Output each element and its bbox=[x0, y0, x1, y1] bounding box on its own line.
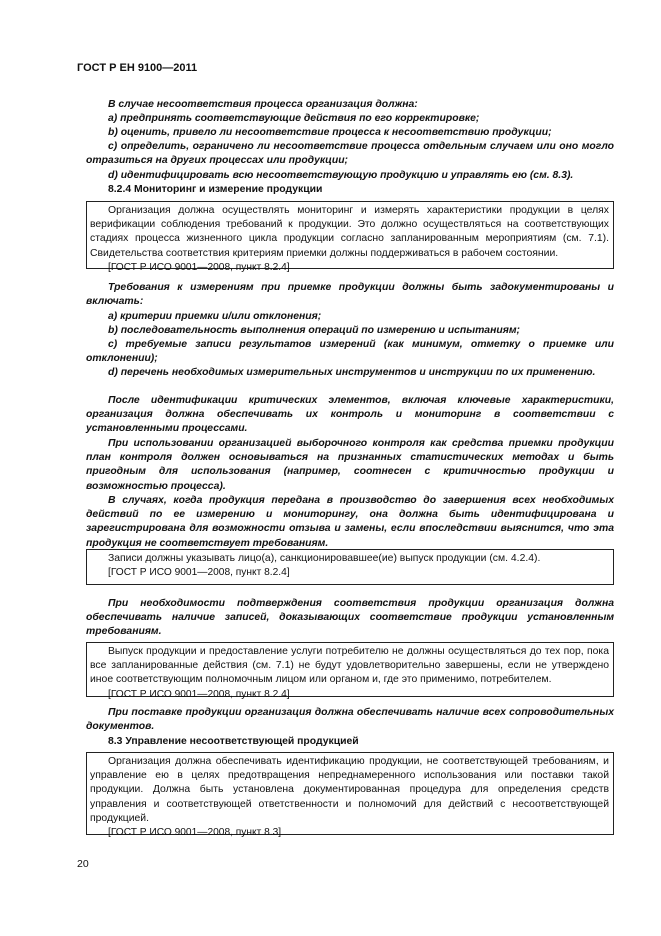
section-heading-8-2-4: 8.2.4 Мониторинг и измерение продукции bbox=[108, 184, 323, 195]
list-item-d: d) идентифицировать всю несоответствующую продукцию и управлять ею (см. 8.3). bbox=[108, 170, 574, 181]
quote-text: Выпуск продукции и предоставление услуги потребителю не должны осуществляться до тех пор, пока все запланированные действия (см. 7.1) не будут удовлетворительно завершены, если не утверждено иное соответствующим полномочным лицом или органом и, где это применимо, потребителем. bbox=[90, 646, 609, 686]
paragraph-delivery: При поставке продукции организация должна обеспечивать наличие всех сопроводительных документов. bbox=[86, 707, 614, 733]
document-header: ГОСТ Р ЕН 9100—2011 bbox=[77, 62, 198, 74]
paragraph-sampling: При использовании организацией выборочного контроля как средства приемки продукции план контроля должен основываться на признанных статистических методах и быть пригодным для использования (например, соотнесен с критичностью продукции и возможностью процесса). bbox=[86, 438, 614, 492]
list-item-d: d) перечень необходимых измерительных инструментов и инструкции по их применению. bbox=[108, 367, 596, 378]
page-number: 20 bbox=[77, 858, 89, 870]
paragraph-records: При необходимости подтверждения соответствия продукции организация должна обеспечивать наличие записей, доказывающих соответствие продукции установленным требованиям. bbox=[86, 598, 614, 638]
paragraph-intro: В случае несоответствия процесса организация должна: bbox=[108, 99, 418, 110]
paragraph-critical-items: После идентификации критических элементов, включая ключевые характеристики, организация должна обеспечивать их контроль и мониторинг в соответствии с установленными процессами. bbox=[86, 395, 614, 435]
quote-box-3 bbox=[86, 642, 614, 700]
quote-box-2 bbox=[86, 549, 614, 585]
list-item-b: b) последовательность выполнения операций по измерению и испытаниям; bbox=[108, 325, 520, 336]
list-item-a: a) критерии приемки и/или отклонения; bbox=[108, 311, 322, 322]
quote-text: Организация должна осуществлять мониторинг и измерять характеристики продукции в целях верификации соблюдения требований к продукции. Это должно осуществляться на соответствующих стадиях процесса жизненного цикла продукции согласно запланированным мероприятиям (см. 7.1). Свидетельства соответствия критериям приемки должны поддерживаться в рабочем состоянии. bbox=[90, 205, 609, 259]
quote-reference: [ГОСТ Р ИСО 9001—2008, пункт 8.2.4] bbox=[108, 261, 290, 273]
list-item-c: c) определить, ограничено ли несоответствие процесса отдельным случаем или оно могло отразиться на других процессах или продукции; bbox=[86, 141, 614, 167]
quote-reference: [ГОСТ Р ИСО 9001—2008, пункт 8.3] bbox=[108, 827, 282, 839]
paragraph-release: В случаях, когда продукция передана в производство до завершения всех необходимых действий по ее измерению и мониторингу, она должна быть идентифицирована и зарегистрирована для возможности отзыва и замены, если впоследствии выяснится, что эта продукция не соответствует требованиям. bbox=[86, 495, 614, 549]
section-heading-8-3: 8.3 Управление несоответствующей продукцией bbox=[108, 736, 359, 747]
quote-text: Записи должны указывать лицо(а), санкционировавшее(ие) выпуск продукции (см. 4.2.4). bbox=[108, 553, 541, 564]
paragraph-requirements: Требования к измерениям при приемке продукции должны быть задокументированы и включать: bbox=[86, 282, 614, 308]
list-item-b: b) оценить, привело ли несоответствие процесса к несоответствию продукции; bbox=[108, 127, 552, 138]
list-item-c: c) требуемые записи результатов измерений (как минимум, отметку о приемке или отклонении); bbox=[86, 339, 614, 365]
quote-box-4 bbox=[86, 752, 614, 839]
quote-box-1 bbox=[86, 201, 614, 273]
quote-text: Организация должна обеспечивать идентификацию продукции, не соответствующей требованиям, и управление ею в целях предотвращения непреднамеренного использования или поставки такой продукции. Должна быть установлена документированная процедура для определения средств управления и соответствующей ответственности и полномочий для действий с несоответствующей продукцией. bbox=[90, 756, 609, 824]
quote-reference: [ГОСТ Р ИСО 9001—2008, пункт 8.2.4] bbox=[108, 567, 290, 579]
quote-reference: [ГОСТ Р ИСО 9001—2008, пункт 8.2.4] bbox=[108, 688, 290, 700]
list-item-a: a) предпринять соответствующие действия по его корректировке; bbox=[108, 113, 480, 124]
